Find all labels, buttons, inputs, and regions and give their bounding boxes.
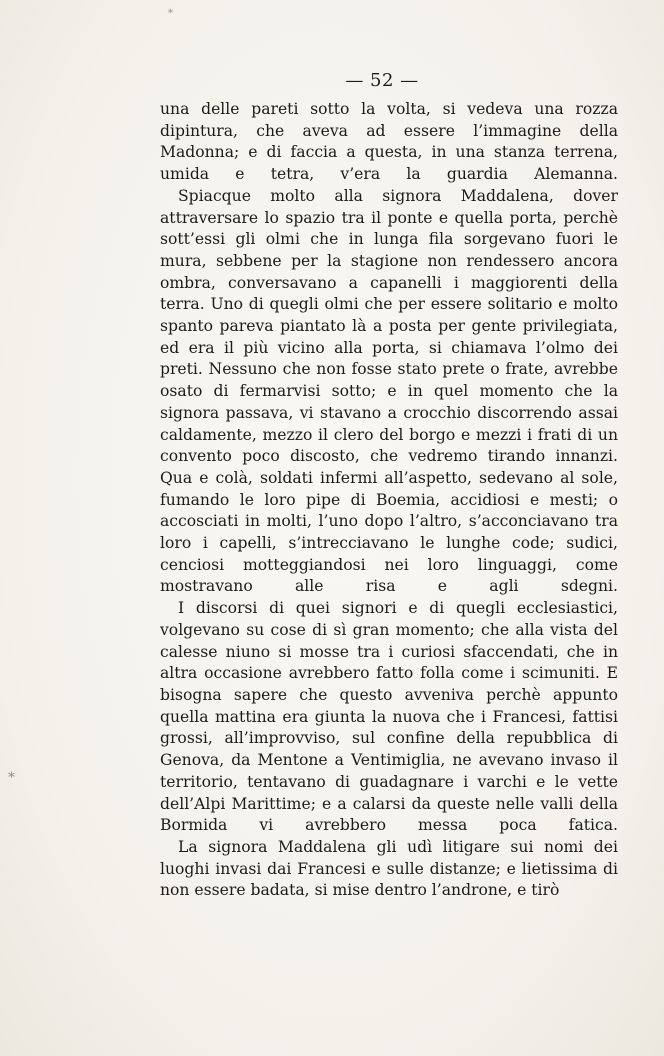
- paragraph-2: Spiacque molto alla signora Maddalena, dover attraversare lo spazio tra il ponte e quella porta, perchè sott’essi gli olmi che in lunga fila sorgevano fuori le mura, sebbene per la stagione non rendessero ancora ombra, conversavano a capanelli i maggiorenti della terra. Uno di quegli olmi che per essere solitario e molto spanto pareva piantato là a posta per gente privilegiata, ed era il più vicino alla porta, si chiamava l’olmo dei preti. Nessuno che non fosse stato prete o frate, avrebbe osato di fermarvisi sotto; e in quel momento che la signora passava, vi stavano a crocchio discorrendo assai caldamente, mezzo il clero del borgo e mezzi i frati di un convento poco discosto, che vedremo tirando innanzi. Qua e colà, soldati infermi all’aspetto, sedevano al sole, fumando le loro pipe di Boemia, accidiosi e mesti; o accosciati in molti, l’uno dopo l’altro, s’acconciavano tra loro i capelli, s’intrecciavano le lunghe code; sudici, cenciosi motteggiandosi nei loro linguaggi, come mostravano alle risa e agli sdegni.: [160, 186, 618, 596]
- paragraph-3: I discorsi di quei signori e di quegli ecclesiastici, volgevano su cose di sì gran momento; che alla vista del calesse niuno si mosse tra i curiosi sfaccendati, che in altra occasione avrebbero fatto folla come i scimuniti. E bisogna sapere che questo avveniva perchè appunto quella mattina era giunta la nuova che i Francesi, fattisi grossi, all’improvviso, sul confine della repubblica di Genova, da Mentone a Ventimiglia, ne avevano invaso il territorio, tentavano di guadagnare i varchi e le vette dell’Alpi Marittime; e a calarsi da queste nelle valli della Bormida vi avrebbero messa poca fatica.: [160, 599, 618, 835]
- paragraph-1: una delle pareti sotto la volta, si vedeva una rozza dipintura, che aveva ad essere l’immagine della Madonna; e di faccia a questa, in una stanza terrena, umida e tetra, v’era la guardia Alemanna.: [160, 100, 618, 184]
- page-number: — 52 —: [345, 70, 419, 91]
- paragraph-4: La signora Maddalena gli udì litigare sui nomi dei luoghi invasi dai Francesi e sulle distanze; e lietissima di non essere badata, si mise dentro l’androne, e tirò: [160, 837, 618, 900]
- margin-speck: *: [8, 770, 15, 786]
- margin-speck: *: [168, 8, 173, 19]
- body-text: [160, 99, 618, 902]
